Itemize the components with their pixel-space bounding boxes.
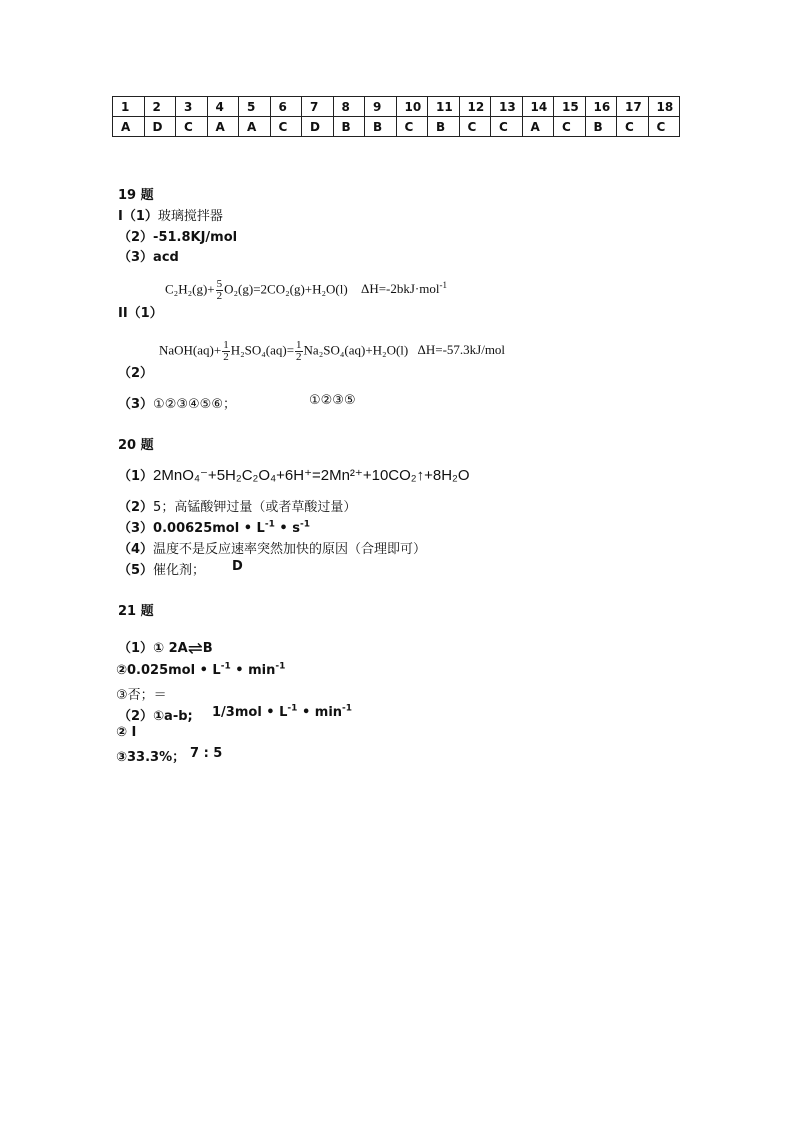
- q19-part2-text: -51.8KJ/mol: [153, 230, 238, 245]
- q20-part3-exponent-1: -1: [264, 519, 275, 530]
- answer-cell: C: [176, 117, 208, 137]
- q19-ii3-label: （3）: [118, 397, 154, 412]
- q21-part1b-exponent-1: -1: [220, 661, 231, 672]
- answer-cell: D: [144, 117, 176, 137]
- q21-part2c-ratio: 7 : 5: [190, 746, 223, 761]
- q21-part2-label: （2）: [118, 709, 154, 724]
- answer-cell: C: [270, 117, 302, 137]
- q19-ii3: [118, 393, 236, 412]
- answer-table: [112, 96, 680, 137]
- q21-part2-text-2: 1/3mol • L: [212, 705, 288, 720]
- q20-part4-label: （4）: [118, 542, 154, 557]
- answer-cell: B: [333, 117, 365, 137]
- q19-part1: [118, 205, 223, 224]
- question-number-cell: 3: [176, 97, 208, 117]
- q21-part2-text-3: • min: [297, 705, 343, 720]
- q21-equation-right: B: [202, 641, 213, 656]
- q21-part1c: ③否；＝: [116, 688, 167, 703]
- answer-cell: A: [239, 117, 271, 137]
- q20-title: 20 题: [118, 438, 154, 453]
- q19-equation-1: [165, 279, 447, 302]
- eq2-fraction-1: [222, 340, 230, 363]
- q21-part1: [118, 637, 213, 659]
- q19-ii1-label: II（1）: [118, 306, 163, 321]
- q20-part1-label: （1）: [118, 469, 154, 484]
- q20-part3-label: （3）: [118, 521, 154, 536]
- q20-part4-text: 温度不是反应速率突然加快的原因（合理即可）: [153, 542, 427, 557]
- q21-part2-text: ①a-b;: [153, 709, 193, 724]
- q21-part1b-text-2: • min: [230, 663, 276, 678]
- question-number-cell: 18: [648, 97, 680, 117]
- eq2-products: Na₂SO₄(aq)+H₂O(l): [303, 342, 409, 358]
- q21-part1b-text: ②0.025mol • L: [116, 663, 221, 678]
- answer-cell: A: [207, 117, 239, 137]
- q19-equation-2: [159, 340, 505, 363]
- q19-part3: [118, 246, 179, 265]
- q21-part1b: [116, 663, 285, 678]
- q20-part2-label: （2）: [118, 500, 154, 515]
- question-number-cell: 14: [522, 97, 554, 117]
- answer-cell: C: [491, 117, 523, 137]
- q20-part3-exponent-2: -1: [299, 519, 310, 530]
- question-number-cell: 11: [428, 97, 460, 117]
- answer-cell: B: [585, 117, 617, 137]
- answer-cell: C: [648, 117, 680, 137]
- answer-table-number-row: [113, 97, 680, 117]
- q20-part2-text: 5；高锰酸钾过量（或者草酸过量）: [153, 500, 357, 515]
- q20-part3-text-2: • s: [274, 521, 300, 536]
- eq2-fraction-1-denominator: 2: [223, 351, 229, 363]
- q21-part2c: ③33.3%；: [116, 750, 186, 765]
- question-number-cell: 8: [333, 97, 365, 117]
- question-number-cell: 9: [365, 97, 397, 117]
- q19-part3-text: acd: [153, 250, 179, 265]
- answer-cell: A: [113, 117, 145, 137]
- answer-cell: C: [617, 117, 649, 137]
- eq1-enthalpy: ΔH=-2bkJ·mol: [360, 281, 440, 297]
- q21-title: 21 题: [118, 604, 154, 619]
- q19-part1-text: 玻璃搅拌器: [157, 209, 223, 224]
- eq1-rest: O₂(g)=2CO₂(g)+H₂O(l): [224, 281, 348, 297]
- question-number-cell: 7: [302, 97, 334, 117]
- q19-ii3-answer-a: ①②③④⑤⑥；: [153, 397, 236, 412]
- q19-part1-label: I（1）: [118, 209, 158, 224]
- eq2-fraction-2-denominator: 2: [296, 351, 302, 363]
- q20-part3-text: 0.00625mol • L: [153, 521, 265, 536]
- equilibrium-arrow-icon: ⇌: [187, 637, 203, 659]
- q19-ii3-answer-b: ①②③⑤: [309, 393, 356, 408]
- question-number-cell: 16: [585, 97, 617, 117]
- eq1-fraction-denominator: 2: [216, 290, 223, 302]
- answer-cell: B: [428, 117, 460, 137]
- q20-part5: [118, 559, 205, 578]
- answer-cell: C: [459, 117, 491, 137]
- answer-cell: C: [554, 117, 586, 137]
- q19-part2: [118, 226, 237, 245]
- q21-part2b: ② I: [116, 725, 137, 740]
- q19-part2-label: （2）: [118, 230, 154, 245]
- question-number-cell: 12: [459, 97, 491, 117]
- question-number-cell: 10: [396, 97, 428, 117]
- q19-title: 19 题: [118, 188, 154, 203]
- q21-part1b-exponent-2: -1: [275, 661, 286, 672]
- answer-cell: B: [365, 117, 397, 137]
- q20-part1-equation: 2MnO₄⁻+5H₂C₂O₄+6H⁺=2Mn²⁺+10CO₂↑+8H₂O: [153, 467, 470, 484]
- q21-part2-exponent-1: -1: [287, 703, 298, 714]
- eq2-reactant-2: H₂SO₄(aq)=: [230, 342, 295, 358]
- q20-part1: [118, 465, 470, 484]
- question-number-cell: 13: [491, 97, 523, 117]
- question-number-cell: 5: [239, 97, 271, 117]
- question-number-cell: 4: [207, 97, 239, 117]
- q20-part4: [118, 538, 426, 557]
- q21-part2: [118, 705, 193, 724]
- eq2-fraction-1-numerator: 1: [223, 339, 229, 351]
- question-number-cell: 6: [270, 97, 302, 117]
- eq1-enthalpy-exponent: -1: [439, 280, 447, 291]
- eq2-reactant-1: NaOH(aq)+: [159, 342, 222, 358]
- q20-part5-label: （5）: [118, 563, 154, 578]
- eq1-fraction: [216, 279, 224, 302]
- q20-part5-answer: D: [232, 559, 243, 574]
- eq1-reactant-1: C₂H₂(g)+: [165, 281, 215, 297]
- q21-part1-label: （1）①: [118, 641, 169, 656]
- question-number-cell: 1: [113, 97, 145, 117]
- eq2-fraction-2: [295, 340, 303, 363]
- q19-ii2-label: （2）: [118, 366, 154, 381]
- q19-part3-label: （3）: [118, 250, 154, 265]
- eq1-fraction-numerator: 5: [216, 278, 223, 290]
- answer-cell: A: [522, 117, 554, 137]
- answer-table-answer-row: [113, 117, 680, 137]
- q21-equation-left: 2A: [168, 641, 188, 656]
- q20-part3: [118, 517, 310, 536]
- q20-part2: [118, 496, 356, 515]
- q21-part2-exponent-2: -1: [342, 703, 353, 714]
- q21-part2-answer-b: [212, 705, 352, 720]
- answer-cell: D: [302, 117, 334, 137]
- answer-cell: C: [396, 117, 428, 137]
- question-number-cell: 15: [554, 97, 586, 117]
- eq2-fraction-2-numerator: 1: [296, 339, 302, 351]
- question-number-cell: 17: [617, 97, 649, 117]
- q20-part5-text: 催化剂；: [153, 563, 206, 578]
- eq2-enthalpy: ΔH=-57.3kJ/mol: [417, 342, 506, 358]
- question-number-cell: 2: [144, 97, 176, 117]
